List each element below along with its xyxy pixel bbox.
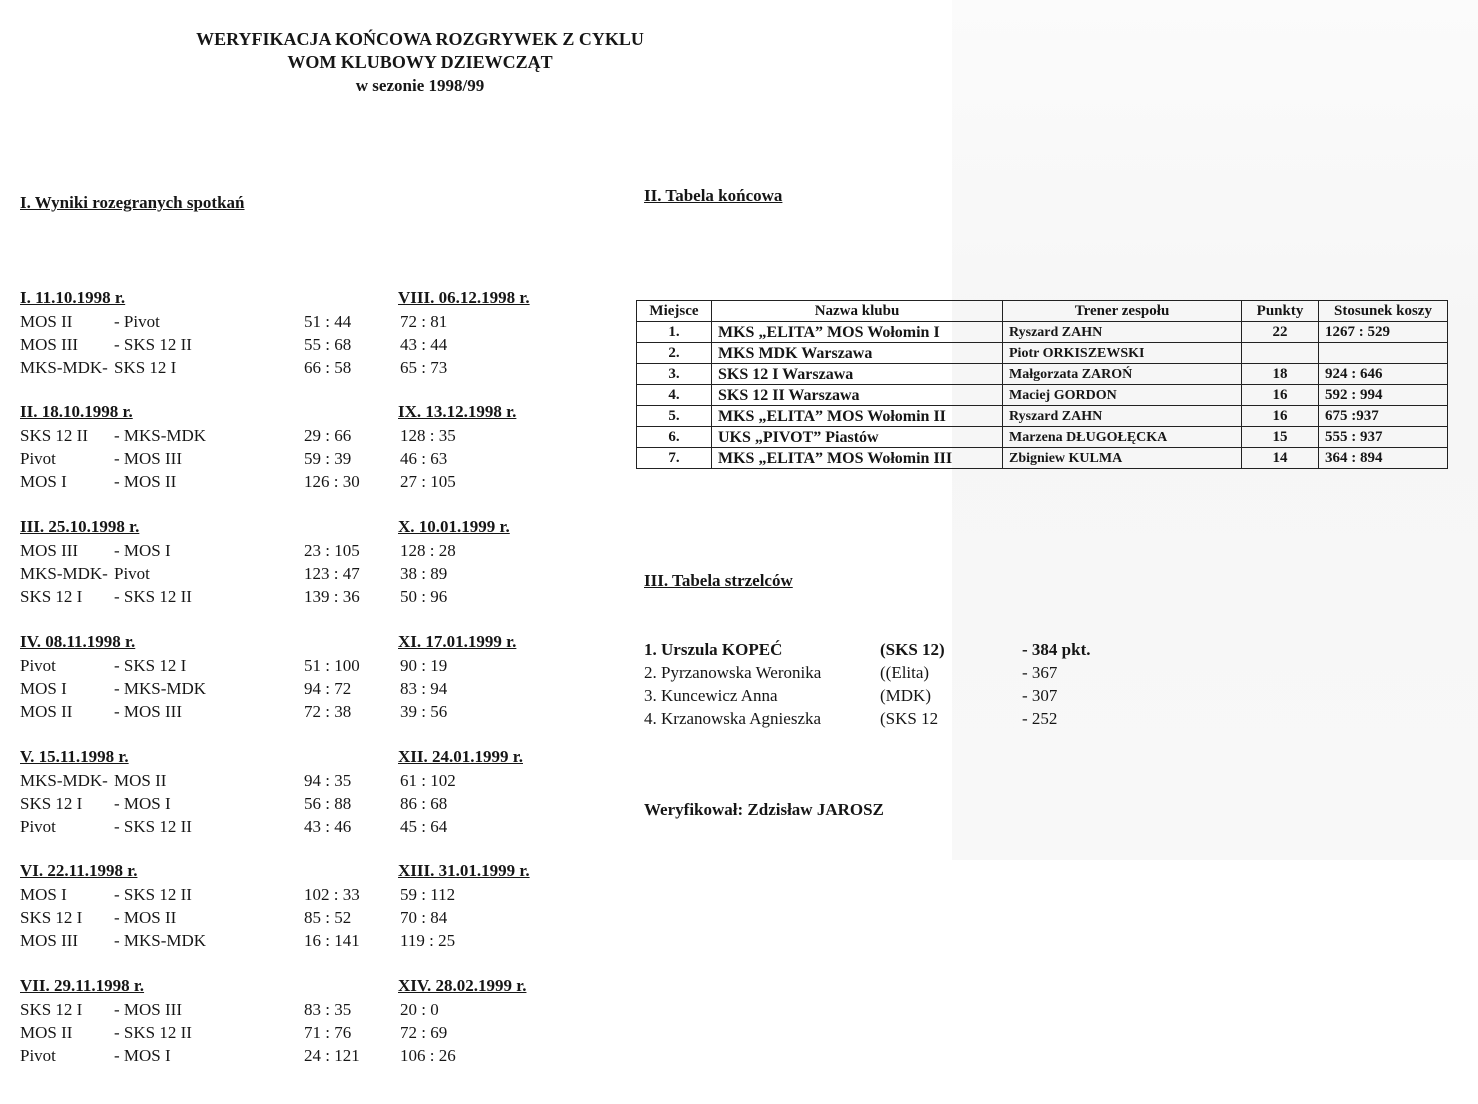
coach-cell: Marzena DŁUGOŁĘCKA — [1003, 427, 1242, 448]
first-leg-date: VI. 22.11.1998 r. — [20, 861, 138, 880]
scorer-name: 4. Krzanowska Agnieszka — [644, 709, 822, 728]
home-team: MOS I — [20, 885, 67, 904]
first-leg-date: VII. 29.11.1998 r. — [20, 976, 145, 995]
second-leg-score: 65 : 73 — [400, 358, 448, 377]
second-leg-score: 128 : 35 — [400, 426, 456, 445]
title-season: w sezonie 1998/99 — [355, 76, 485, 95]
home-team: SKS 12 I — [20, 908, 83, 927]
round-block — [20, 745, 580, 838]
second-leg-date: IX. 13.12.1998 r. — [398, 402, 517, 421]
table-header-row — [637, 301, 1448, 322]
game-row — [20, 700, 580, 723]
first-leg-score: 123 : 47 — [304, 564, 360, 583]
second-leg-score: 90 : 19 — [400, 656, 448, 675]
title-line-1: WERYFIKACJA KOŃCOWA ROZGRYWEK Z CYKLU — [196, 29, 644, 49]
home-team: MOS III — [20, 335, 79, 354]
title-line-2: WOM KLUBOWY DZIEWCZĄT — [287, 52, 553, 72]
home-team: MOS I — [20, 472, 67, 491]
away-team: SKS 12 I — [114, 358, 177, 377]
points-cell: 14 — [1242, 448, 1319, 469]
points-cell: 22 — [1242, 322, 1319, 343]
game-row — [20, 310, 580, 333]
club-name-cell: SKS 12 II Warszawa — [712, 385, 1003, 406]
away-team: - SKS 12 II — [114, 587, 192, 606]
round-block — [20, 400, 580, 493]
away-team: - MOS III — [114, 449, 182, 468]
document-title — [150, 28, 690, 97]
home-team: SKS 12 II — [20, 426, 89, 445]
second-leg-date: XIII. 31.01.1999 r. — [398, 861, 530, 880]
scorer-row — [644, 684, 1124, 707]
game-row — [20, 769, 580, 792]
club-name-cell: MKS „ELITA” MOS Wołomin II — [712, 406, 1003, 427]
game-row — [20, 356, 580, 379]
round-dates — [20, 630, 580, 654]
round-dates — [20, 515, 580, 539]
home-team: Pivot — [20, 656, 56, 675]
scorer-name: 1. Urszula KOPEĆ — [644, 640, 783, 659]
round-dates — [20, 745, 580, 769]
basket-ratio-cell: 1267 : 529 — [1319, 322, 1448, 343]
place-cell: 4. — [637, 385, 712, 406]
basket-ratio-cell: 555 : 937 — [1319, 427, 1448, 448]
second-leg-score: 72 : 81 — [400, 312, 448, 331]
scorer-points: - 384 pkt. — [1022, 640, 1091, 659]
away-team: - MKS-MDK — [114, 931, 207, 950]
place-cell: 3. — [637, 364, 712, 385]
game-row — [20, 424, 580, 447]
first-leg-score: 51 : 44 — [304, 312, 352, 331]
scorer-points: - 307 — [1022, 686, 1058, 705]
first-leg-score: 59 : 39 — [304, 449, 352, 468]
points-cell: 16 — [1242, 406, 1319, 427]
second-leg-score: 128 : 28 — [400, 541, 456, 560]
second-leg-score: 70 : 84 — [400, 908, 448, 927]
away-team: MOS II — [114, 771, 167, 790]
scorer-name: 3. Kuncewicz Anna — [644, 686, 778, 705]
round-dates — [20, 286, 580, 310]
round-block — [20, 974, 580, 1067]
first-leg-score: 71 : 76 — [304, 1023, 352, 1042]
coach-cell: Piotr ORKISZEWSKI — [1003, 343, 1242, 364]
first-leg-score: 56 : 88 — [304, 794, 352, 813]
scorer-club: (SKS 12 — [880, 709, 939, 728]
scorer-club: (SKS 12) — [880, 640, 945, 659]
round-dates — [20, 859, 580, 883]
club-name-cell: SKS 12 I Warszawa — [712, 364, 1003, 385]
table-row — [637, 322, 1448, 343]
away-team: Pivot — [114, 564, 150, 583]
first-leg-score: 85 : 52 — [304, 908, 352, 927]
scorer-points: - 252 — [1022, 709, 1058, 728]
second-leg-score: 119 : 25 — [400, 931, 456, 950]
second-leg-score: 106 : 26 — [400, 1046, 456, 1065]
first-leg-score: 72 : 38 — [304, 702, 352, 721]
home-team: MKS-MDK- — [20, 358, 108, 377]
away-team: - MKS-MDK — [114, 426, 207, 445]
second-leg-date: X. 10.01.1999 r. — [398, 517, 510, 536]
basket-ratio-cell: 675 :937 — [1319, 406, 1448, 427]
first-leg-score: 24 : 121 — [304, 1046, 360, 1065]
scorers-heading: III. Tabela strzelców — [644, 571, 793, 590]
home-team: MOS III — [20, 931, 79, 950]
round-dates — [20, 400, 580, 424]
scorer-row — [644, 661, 1124, 684]
second-leg-date: XIV. 28.02.1999 r. — [398, 976, 527, 995]
first-leg-score: 51 : 100 — [304, 656, 360, 675]
round-dates — [20, 974, 580, 998]
away-team: - Pivot — [114, 312, 160, 331]
game-row — [20, 539, 580, 562]
game-row — [20, 333, 580, 356]
game-row — [20, 815, 580, 838]
scorer-club: ((Elita) — [880, 663, 930, 682]
points-cell: 15 — [1242, 427, 1319, 448]
column-header-points: Punkty — [1242, 301, 1319, 322]
basket-ratio-cell: 592 : 994 — [1319, 385, 1448, 406]
first-leg-score: 55 : 68 — [304, 335, 352, 354]
scorer-row — [644, 638, 1124, 661]
away-team: - SKS 12 I — [114, 656, 187, 675]
club-name-cell: MKS „ELITA” MOS Wołomin I — [712, 322, 1003, 343]
game-row — [20, 470, 580, 493]
first-leg-score: 66 : 58 — [304, 358, 352, 377]
verified-by: Weryfikował: Zdzisław JAROSZ — [644, 800, 884, 819]
away-team: - SKS 12 II — [114, 1023, 192, 1042]
away-team: - MOS II — [114, 472, 177, 491]
scorer-points: - 367 — [1022, 663, 1058, 682]
game-row — [20, 883, 580, 906]
scorer-name: 2. Pyrzanowska Weronika — [644, 663, 822, 682]
away-team: - MOS II — [114, 908, 177, 927]
first-leg-date: V. 15.11.1998 r. — [20, 747, 129, 766]
first-leg-date: III. 25.10.1998 r. — [20, 517, 140, 536]
game-row — [20, 677, 580, 700]
scorers-list — [644, 638, 1124, 730]
home-team: SKS 12 I — [20, 587, 83, 606]
second-leg-score: 39 : 56 — [400, 702, 448, 721]
place-cell: 2. — [637, 343, 712, 364]
table-row — [637, 406, 1448, 427]
away-team: - SKS 12 II — [114, 335, 192, 354]
column-header-club: Nazwa klubu — [712, 301, 1003, 322]
away-team: - MOS I — [114, 794, 171, 813]
results-heading: I. Wyniki rozegranych spotkań — [20, 193, 245, 212]
second-leg-score: 86 : 68 — [400, 794, 448, 813]
game-row — [20, 1044, 580, 1067]
first-leg-score: 16 : 141 — [304, 931, 360, 950]
table-row — [637, 343, 1448, 364]
place-cell: 1. — [637, 322, 712, 343]
second-leg-score: 46 : 63 — [400, 449, 448, 468]
first-leg-score: 29 : 66 — [304, 426, 352, 445]
first-leg-score: 102 : 33 — [304, 885, 360, 904]
coach-cell: Małgorzata ZAROŃ — [1003, 364, 1242, 385]
first-leg-date: II. 18.10.1998 r. — [20, 402, 133, 421]
table-row — [637, 427, 1448, 448]
home-team: SKS 12 I — [20, 1000, 83, 1019]
points-cell: 18 — [1242, 364, 1319, 385]
home-team: MKS-MDK- — [20, 771, 108, 790]
coach-cell: Zbigniew KULMA — [1003, 448, 1242, 469]
home-team: MOS II — [20, 312, 73, 331]
second-leg-score: 38 : 89 — [400, 564, 448, 583]
club-name-cell: MKS MDK Warszawa — [712, 343, 1003, 364]
basket-ratio-cell: 924 : 646 — [1319, 364, 1448, 385]
away-team: - MOS III — [114, 1000, 182, 1019]
home-team: Pivot — [20, 1046, 56, 1065]
final-standings-table — [636, 300, 1448, 469]
second-leg-score: 50 : 96 — [400, 587, 448, 606]
first-leg-score: 94 : 35 — [304, 771, 352, 790]
game-row — [20, 906, 580, 929]
first-leg-score: 139 : 36 — [304, 587, 360, 606]
second-leg-score: 43 : 44 — [400, 335, 448, 354]
game-row — [20, 654, 580, 677]
game-row — [20, 447, 580, 470]
table-row — [637, 385, 1448, 406]
round-block — [20, 859, 580, 952]
basket-ratio-cell: 364 : 894 — [1319, 448, 1448, 469]
column-header-place: Miejsce — [637, 301, 712, 322]
first-leg-score: 43 : 46 — [304, 817, 352, 836]
scorer-club: (MDK) — [880, 686, 931, 705]
coach-cell: Ryszard ZAHN — [1003, 406, 1242, 427]
game-row — [20, 998, 580, 1021]
column-header-coach: Trener zespołu — [1003, 301, 1242, 322]
game-row — [20, 1021, 580, 1044]
away-team: - MOS I — [114, 541, 171, 560]
home-team: Pivot — [20, 449, 56, 468]
second-leg-score: 59 : 112 — [400, 885, 456, 904]
game-row — [20, 792, 580, 815]
game-row — [20, 562, 580, 585]
club-name-cell: MKS „ELITA” MOS Wołomin III — [712, 448, 1003, 469]
away-team: - SKS 12 II — [114, 817, 192, 836]
second-leg-date: VIII. 06.12.1998 r. — [398, 288, 530, 307]
first-leg-score: 23 : 105 — [304, 541, 360, 560]
second-leg-date: XII. 24.01.1999 r. — [398, 747, 523, 766]
round-block — [20, 630, 580, 723]
second-leg-score: 27 : 105 — [400, 472, 456, 491]
away-team: - MOS I — [114, 1046, 171, 1065]
second-leg-score: 83 : 94 — [400, 679, 448, 698]
first-leg-score: 94 : 72 — [304, 679, 352, 698]
round-block — [20, 286, 580, 379]
first-leg-score: 83 : 35 — [304, 1000, 352, 1019]
points-cell — [1242, 343, 1319, 364]
home-team: MOS II — [20, 1023, 73, 1042]
home-team: MOS III — [20, 541, 79, 560]
away-team: - MOS III — [114, 702, 182, 721]
round-block — [20, 515, 580, 608]
points-cell: 16 — [1242, 385, 1319, 406]
second-leg-score: 72 : 69 — [400, 1023, 448, 1042]
club-name-cell: UKS „PIVOT” Piastów — [712, 427, 1003, 448]
away-team: - MKS-MDK — [114, 679, 207, 698]
column-header-basket-ratio: Stosunek koszy — [1319, 301, 1448, 322]
home-team: MOS II — [20, 702, 73, 721]
place-cell: 5. — [637, 406, 712, 427]
basket-ratio-cell — [1319, 343, 1448, 364]
game-row — [20, 929, 580, 952]
coach-cell: Ryszard ZAHN — [1003, 322, 1242, 343]
first-leg-date: I. 11.10.1998 r. — [20, 288, 126, 307]
home-team: SKS 12 I — [20, 794, 83, 813]
place-cell: 7. — [637, 448, 712, 469]
table-row — [637, 448, 1448, 469]
first-leg-score: 126 : 30 — [304, 472, 360, 491]
home-team: Pivot — [20, 817, 56, 836]
second-leg-score: 20 : 0 — [400, 1000, 439, 1019]
place-cell: 6. — [637, 427, 712, 448]
second-leg-date: XI. 17.01.1999 r. — [398, 632, 517, 651]
first-leg-date: IV. 08.11.1998 r. — [20, 632, 136, 651]
second-leg-score: 45 : 64 — [400, 817, 448, 836]
scorer-row — [644, 707, 1124, 730]
second-leg-score: 61 : 102 — [400, 771, 456, 790]
home-team: MKS-MDK- — [20, 564, 108, 583]
final-table-heading: II. Tabela końcowa — [644, 186, 783, 205]
away-team: - SKS 12 II — [114, 885, 192, 904]
coach-cell: Maciej GORDON — [1003, 385, 1242, 406]
table-row — [637, 364, 1448, 385]
home-team: MOS I — [20, 679, 67, 698]
game-row — [20, 585, 580, 608]
